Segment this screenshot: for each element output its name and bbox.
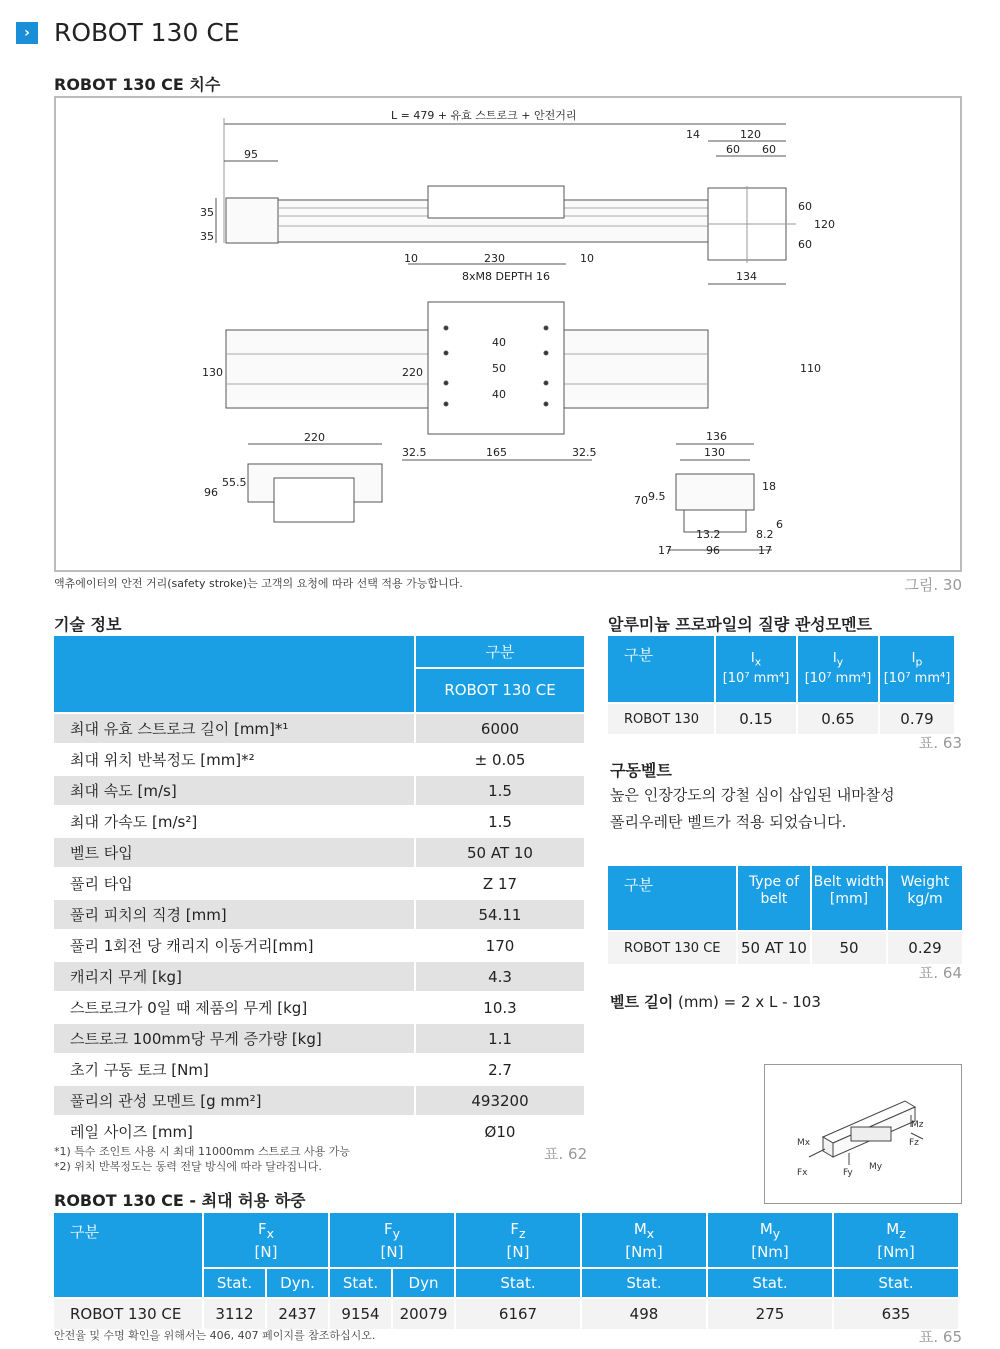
inertia-section-title: 알루미늄 프로파일의 질량 관성모멘트 [608,615,873,634]
svg-text:134: 134 [736,270,757,283]
tech-row [54,900,584,929]
svg-text:9.5: 9.5 [648,490,666,503]
dim-total-length: L = 479 + 유효 스트로크 + 안전거리 [391,109,577,122]
tech-row-key: 풀리의 관성 모멘트 [g mm²] [54,1086,414,1115]
loads-table-number: 표. 65 [918,1328,962,1346]
svg-text:40: 40 [492,336,506,349]
tech-row-key: 레일 사이즈 [mm] [54,1117,414,1146]
svg-text:13.2: 13.2 [696,528,721,541]
loads-section-title: ROBOT 130 CE - 최대 허용 하중 [54,1191,306,1210]
svg-text:120: 120 [740,128,761,141]
belt-length: 벨트 길이 (mm) = 2 x L - 103 [610,993,821,1011]
svg-text:8xM8 DEPTH 16: 8xM8 DEPTH 16 [462,270,551,283]
svg-text:96: 96 [706,544,720,557]
tech-row [54,1117,584,1146]
tech-row-value: 4.3 [416,962,584,991]
tech-row-value: 10.3 [416,993,584,1022]
svg-text:17: 17 [758,544,772,557]
tech-row-key: 풀리 피치의 직경 [mm] [54,900,414,929]
svg-text:60: 60 [798,238,812,251]
svg-text:230: 230 [484,252,505,265]
svg-text:Fy: Fy [843,1168,853,1178]
figure-number: 그림. 30 [904,576,962,594]
svg-text:32.5: 32.5 [402,446,427,459]
section-marker-icon: › [16,22,38,44]
svg-text:120: 120 [814,218,835,231]
svg-text:130: 130 [704,446,725,459]
svg-text:18: 18 [762,480,776,493]
page-title: ROBOT 130 CE [54,18,240,47]
belt-table-number: 표. 64 [918,964,962,982]
tech-row [54,745,584,774]
tech-row [54,1055,584,1084]
tech-row-key: 풀리 타입 [54,869,414,898]
svg-text:32.5: 32.5 [572,446,597,459]
svg-text:136: 136 [706,430,727,443]
tech-row-key: 최대 위치 반복정도 [mm]*² [54,745,414,774]
drawing-caption: 액츄에이터의 안전 거리(safety stroke)는 고객의 요청에 따라 선택 적용 가능합니다. [54,577,463,590]
tech-row-value: 1.5 [416,776,584,805]
svg-text:165: 165 [486,446,507,459]
tech-row-key: 최대 유효 스트로크 길이 [mm]*¹ [54,714,414,743]
tech-row-key: 풀리 1회전 당 캐리지 이동거리[mm] [54,931,414,960]
tech-row [54,776,584,805]
tech-row [54,714,584,743]
tech-row [54,1024,584,1053]
svg-text:14: 14 [686,128,700,141]
tech-notes: *1) 특수 조인트 사용 시 최대 11000mm 스트로크 사용 가능 *2) 위치 반복정도는 동력 전달 방식에 따라 달라집니다. [54,1145,350,1173]
tech-row-key: 초기 구동 토크 [Nm] [54,1055,414,1084]
svg-text:8.2: 8.2 [756,528,774,541]
tech-row-key: 스트로크가 0일 때 제품의 무게 [kg] [54,993,414,1022]
dimension-section-title: ROBOT 130 CE 치수 [54,75,221,94]
tech-col-group: 구분 [416,636,584,667]
svg-text:96: 96 [204,486,218,499]
tech-col-model: ROBOT 130 CE [416,669,584,712]
svg-text:35: 35 [200,230,214,243]
svg-text:10: 10 [404,252,418,265]
svg-text:6: 6 [776,518,783,531]
belt-desc-1: 높은 인장강도의 강철 심이 삽입된 내마찰성 [610,786,895,804]
svg-text:110: 110 [800,362,821,375]
tech-row-value: 54.11 [416,900,584,929]
svg-text:My: My [869,1162,883,1172]
tech-row-value: ± 0.05 [416,745,584,774]
svg-text:220: 220 [304,431,325,444]
tech-section-title: 기술 정보 [54,615,122,634]
tech-row-key: 스트로크 100mm당 무게 증가량 [kg] [54,1024,414,1053]
svg-text:70: 70 [634,494,648,507]
tech-row [54,1086,584,1115]
tech-row-key: 최대 가속도 [m/s²] [54,807,414,836]
tech-row [54,962,584,991]
svg-text:Mx: Mx [797,1138,811,1148]
tech-row-value: 1.1 [416,1024,584,1053]
tech-row-key: 최대 속도 [m/s] [54,776,414,805]
inertia-table-number: 표. 63 [918,734,962,752]
tech-row-key: 캐리지 무게 [kg] [54,962,414,991]
tech-row-value: Ø10 [416,1117,584,1146]
belt-desc-2: 폴리우레탄 벨트가 적용 되었습니다. [610,813,847,831]
load-axes-figure [764,1064,962,1204]
svg-text:95: 95 [244,148,258,161]
tech-row [54,807,584,836]
tech-row-value: 493200 [416,1086,584,1115]
loads-table: 구분 $F_x$ [N] $F_y$ [N] $F_z$ [N] $M_x$ [Nm] $M_y$ [Nm] $M_z$ [Nm] Stat. Dyn. Stat. Dyn Stat. Stat. Stat. Stat. ROBOT 130 CE 3112 2437 9154 20079 6167 498 275 635 [52,1211,960,1331]
tech-row-value: 1.5 [416,807,584,836]
tech-row [54,931,584,960]
svg-text:Mz: Mz [911,1120,924,1130]
svg-text:50: 50 [492,362,506,375]
svg-text:60: 60 [798,200,812,213]
tech-row-value: 6000 [416,714,584,743]
tech-table-number: 표. 62 [544,1145,588,1163]
tech-table [52,634,586,1148]
tech-row [54,869,584,898]
svg-text:130: 130 [202,366,223,379]
svg-text:Fx: Fx [797,1168,808,1178]
tech-row-key: 벨트 타입 [54,838,414,867]
tech-row-value: Z 17 [416,869,584,898]
tech-row-value: 50 AT 10 [416,838,584,867]
svg-text:35: 35 [200,206,214,219]
svg-text:55.5: 55.5 [222,476,247,489]
tech-row-value: 170 [416,931,584,960]
dimension-drawing [54,96,962,572]
svg-text:60: 60 [762,143,776,156]
tech-row [54,838,584,867]
tech-row-value: 2.7 [416,1055,584,1084]
svg-text:40: 40 [492,388,506,401]
svg-text:Fz: Fz [909,1138,919,1148]
belt-table: 구분 Type of belt Belt width [mm] Weight kg/m ROBOT 130 CE 50 AT 10 50 0.29 [606,864,964,966]
svg-text:10: 10 [580,252,594,265]
svg-text:17: 17 [658,544,672,557]
svg-text:60: 60 [726,143,740,156]
tech-row [54,993,584,1022]
inertia-table: 구분 $I_x$ [10⁷ mm⁴] $I_y$ [10⁷ mm⁴] $I_p$ [10⁷ mm⁴] ROBOT 130 0.15 0.65 0.79 [606,634,956,736]
svg-text:220: 220 [402,366,423,379]
loads-footer: 안전율 및 수명 확인을 위해서는 406, 407 페이지를 참조하십시오. [54,1329,376,1342]
belt-title: 구동벨트 [610,761,672,780]
